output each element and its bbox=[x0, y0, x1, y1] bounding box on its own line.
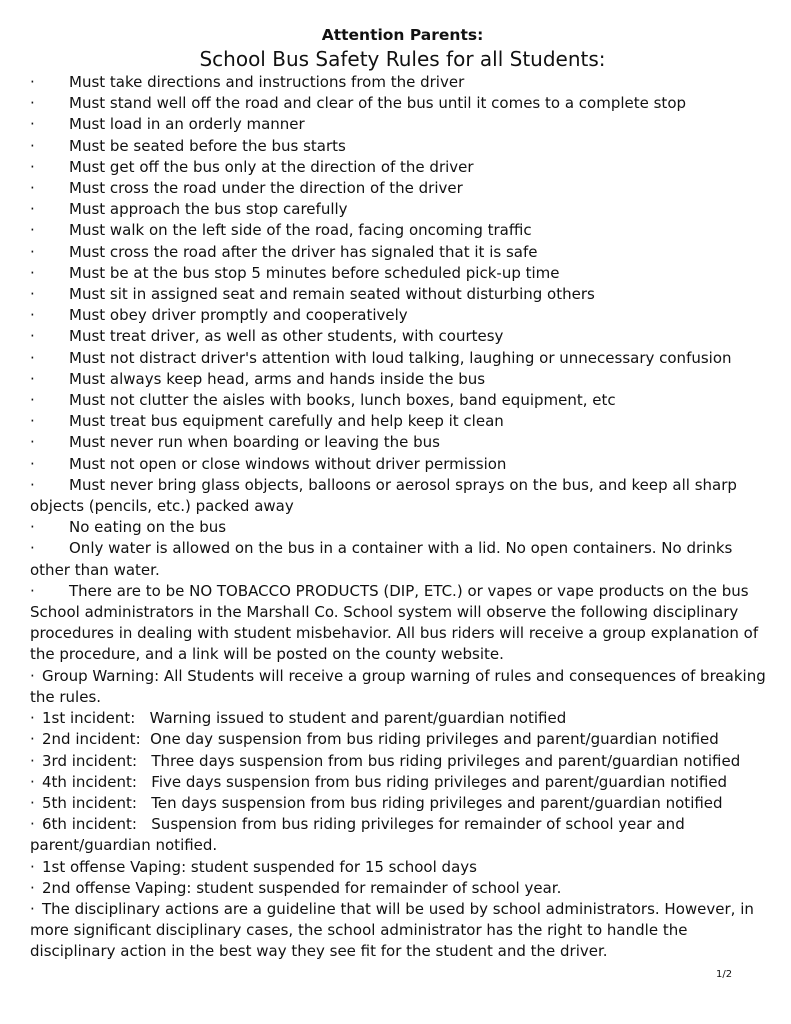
rule-item bbox=[30, 220, 775, 241]
bullet-icon: · bbox=[30, 263, 35, 282]
procedure-item bbox=[30, 666, 775, 708]
procedure-item bbox=[30, 899, 775, 963]
rule-item bbox=[30, 199, 775, 220]
procedure-text: Group Warning: All Students will receive a group warning of rules and consequences of breaking the rules. bbox=[30, 666, 771, 706]
rule-item bbox=[30, 284, 775, 305]
procedure-text: 1st incident: Warning issued to student and parent/guardian notified bbox=[42, 709, 567, 728]
safety-rules-list bbox=[30, 72, 775, 602]
bullet-icon: · bbox=[30, 115, 35, 134]
bullet-icon: · bbox=[30, 475, 35, 494]
rule-item bbox=[30, 326, 775, 347]
procedure-text: 5th incident: Ten days suspension from bus riding privileges and parent/guardian notified bbox=[42, 793, 723, 812]
rule-text: Must always keep head, arms and hands inside the bus bbox=[69, 369, 486, 388]
rule-item bbox=[30, 432, 775, 453]
rule-text: Must cross the road after the driver has signaled that it is safe bbox=[69, 242, 538, 261]
rule-item bbox=[30, 136, 775, 157]
bullet-icon: · bbox=[30, 73, 35, 91]
bullet-icon: · bbox=[30, 157, 35, 176]
bullet-icon: · bbox=[30, 666, 35, 685]
procedure-item bbox=[30, 751, 775, 772]
bullet-icon: · bbox=[30, 454, 35, 473]
bullet-icon: · bbox=[30, 242, 35, 261]
page-heading: Attention Parents: bbox=[321, 26, 484, 44]
rule-item bbox=[30, 72, 775, 93]
rule-item bbox=[30, 305, 775, 326]
rule-item bbox=[30, 517, 775, 538]
rule-item bbox=[30, 93, 775, 114]
rule-item bbox=[30, 263, 775, 284]
bullet-icon: · bbox=[30, 857, 35, 876]
bullet-icon: · bbox=[30, 391, 35, 410]
bullet-icon: · bbox=[30, 772, 35, 791]
rule-text: Must get off the bus only at the direction of the driver bbox=[69, 157, 474, 176]
rule-item bbox=[30, 242, 775, 263]
rule-text: Must take directions and instructions from the driver bbox=[69, 73, 465, 91]
rule-text: Must be seated before the bus starts bbox=[69, 136, 346, 155]
bullet-icon: · bbox=[30, 518, 35, 537]
procedure-text: 6th incident: Suspension from bus riding privileges for remainder of school year and parent/guardian notified. bbox=[30, 815, 690, 855]
bullet-icon: · bbox=[30, 793, 35, 812]
rule-text: Must stand well off the road and clear of the bus until it comes to a complete stop bbox=[69, 94, 687, 113]
procedure-text: 1st offense Vaping: student suspended for 15 school days bbox=[42, 857, 477, 876]
procedure-item bbox=[30, 878, 775, 899]
rule-text: Must load in an orderly manner bbox=[69, 115, 305, 134]
bullet-icon: · bbox=[30, 285, 35, 304]
bullet-icon: · bbox=[30, 751, 35, 770]
bullet-icon: · bbox=[30, 433, 35, 452]
page-number: 1/2 bbox=[716, 969, 733, 980]
rule-item bbox=[30, 390, 775, 411]
page-title: School Bus Safety Rules for all Students: bbox=[199, 47, 606, 71]
procedure-item bbox=[30, 814, 775, 856]
procedure-item bbox=[30, 772, 775, 793]
bullet-icon: · bbox=[30, 200, 35, 219]
procedure-item bbox=[30, 793, 775, 814]
rule-item bbox=[30, 475, 775, 517]
procedure-text: 3rd incident: Three days suspension from bus riding privileges and parent/guardian notified bbox=[42, 751, 741, 770]
rule-text: There are to be NO TOBACCO PRODUCTS (DIP, ETC.) or vapes or vape products on the bus bbox=[69, 581, 749, 600]
document-page bbox=[30, 24, 775, 963]
bullet-icon: · bbox=[30, 94, 35, 113]
bullet-icon: · bbox=[30, 179, 35, 198]
bullet-icon: · bbox=[30, 348, 35, 367]
bullet-icon: · bbox=[30, 539, 35, 558]
rule-text: Must never bring glass objects, balloons or aerosol sprays on the bus, and keep all sharp objects (pencils, etc.) packed away bbox=[30, 475, 737, 516]
bullet-icon: · bbox=[30, 709, 35, 728]
rule-item bbox=[30, 454, 775, 475]
rule-item bbox=[30, 348, 775, 369]
bullet-icon: · bbox=[30, 327, 35, 346]
rule-text: Must not open or close windows without driver permission bbox=[69, 454, 507, 473]
rule-text: Must cross the road under the direction of the driver bbox=[69, 179, 463, 198]
procedure-text: 2nd incident: One day suspension from bus riding privileges and parent/guardian notified bbox=[42, 730, 719, 749]
bullet-icon: · bbox=[30, 221, 35, 240]
rule-text: Must not clutter the aisles with books, lunch boxes, band equipment, etc bbox=[69, 391, 616, 410]
rule-text: Must not distract driver's attention with loud talking, laughing or unnecessary confusion bbox=[69, 348, 732, 367]
rule-text: Must be at the bus stop 5 minutes before scheduled pick-up time bbox=[69, 263, 560, 282]
procedure-text: 2nd offense Vaping: student suspended for remainder of school year. bbox=[42, 878, 562, 897]
rule-text: Must treat driver, as well as other students, with courtesy bbox=[69, 327, 504, 346]
rule-item bbox=[30, 369, 775, 390]
procedure-item bbox=[30, 857, 775, 878]
rule-text: Must approach the bus stop carefully bbox=[69, 200, 348, 219]
procedure-text: The disciplinary actions are a guideline that will be used by school administrators. However, in more significant disciplinary cases, the school administrator has the right to handle the disciplinary action in the best way they see fit for the student and the driver. bbox=[30, 899, 759, 961]
rule-text: Must treat bus equipment carefully and help keep it clean bbox=[69, 412, 504, 431]
rule-item bbox=[30, 411, 775, 432]
procedure-item bbox=[30, 708, 775, 729]
rule-text: Must obey driver promptly and cooperatively bbox=[69, 306, 408, 325]
rule-text: Must never run when boarding or leaving the bus bbox=[69, 433, 440, 452]
rule-text: No eating on the bus bbox=[69, 518, 227, 537]
rule-text: Must sit in assigned seat and remain seated without disturbing others bbox=[69, 285, 595, 304]
intro-paragraph: School administrators in the Marshall Co. School system will observe the following disciplinary procedures in dealing with student misbehavior. All bus riders will receive a group explanation of the procedure, and a link will be posted on the county website. bbox=[30, 603, 759, 664]
disciplinary-procedures-list bbox=[30, 666, 775, 963]
rule-item bbox=[30, 581, 775, 602]
bullet-icon: · bbox=[30, 412, 35, 431]
bullet-icon: · bbox=[30, 306, 35, 325]
rule-item bbox=[30, 157, 775, 178]
rule-item bbox=[30, 178, 775, 199]
bullet-icon: · bbox=[30, 730, 35, 749]
bullet-icon: · bbox=[30, 581, 35, 600]
rule-item bbox=[30, 114, 775, 135]
procedure-item bbox=[30, 729, 775, 750]
bullet-icon: · bbox=[30, 878, 35, 897]
bullet-icon: · bbox=[30, 369, 35, 388]
bullet-icon: · bbox=[30, 136, 35, 155]
rule-item bbox=[30, 538, 775, 580]
bullet-icon: · bbox=[30, 815, 35, 834]
rule-text: Must walk on the left side of the road, facing oncoming traffic bbox=[69, 221, 532, 240]
procedure-text: 4th incident: Five days suspension from bus riding privileges and parent/guardian notified bbox=[42, 772, 728, 791]
bullet-icon: · bbox=[30, 899, 35, 918]
rule-text: Only water is allowed on the bus in a container with a lid. No open containers. No drinks other than water. bbox=[30, 539, 733, 579]
